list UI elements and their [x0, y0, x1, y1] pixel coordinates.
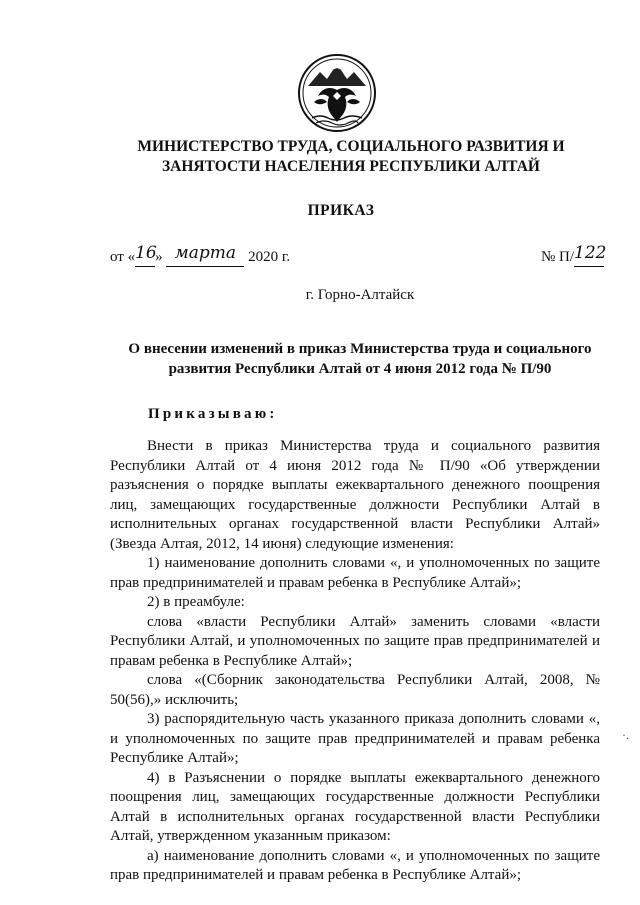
document-title: ПРИКАЗ — [307, 202, 375, 219]
order-number — [540, 243, 607, 267]
city-line: г. Горно-Алтайск — [305, 287, 415, 303]
date-prefix: от « — [110, 249, 136, 265]
paragraph: а) наименование дополнить словами «, и уполномоченных по защите прав предпринимателей и правам ребенка в Республике Алтай»; — [110, 847, 600, 883]
order-subject-line-2: развития Республики Алтай от 4 июня 2012 года № П/90 — [168, 361, 552, 377]
order-body — [110, 437, 600, 886]
date-day-handwritten: 16 — [135, 243, 157, 263]
order-number-handwritten: 122 — [574, 243, 607, 263]
order-subject-line-1: О внесении изменений в приказ Министерства труда и социального — [128, 341, 592, 357]
date-quote-close: » — [155, 249, 163, 265]
date-number-row — [110, 243, 607, 270]
paragraph: 2) в преамбуле: — [147, 594, 245, 610]
date-year: 2020 г. — [248, 249, 291, 265]
ministry-header — [60, 137, 640, 177]
date-month-handwritten: марта — [174, 243, 237, 263]
order-date — [110, 243, 291, 267]
scan-speck: ·. — [622, 728, 629, 742]
order-subject — [100, 339, 620, 379]
paragraph: 1) наименование дополнить словами «, и уполномоченных по защите прав предпринимателей и правам ребенка в Республике Алтай»; — [110, 555, 600, 591]
coat-of-arms-emblem — [296, 52, 378, 134]
paragraph: Внести в приказ Министерства труда и социального развития Республики Алтай от 4 июня 2012 года № П/90 «Об утверждении разъяснения о порядке выплаты ежеквартального денежного поощрения лиц, замещающих государственные должности Республики Алтай в исполнительных органах государственной власти Республики Алтай» (Звезда Алтая, 2012, 14 июня) следующие изменения: — [110, 438, 600, 552]
paragraph: 4) в Разъяснении о порядке выплаты ежеквартального денежного поощрения лиц, замещающих государственные должности Республики Алтай в исполнительных органах государственной власти Республики Алтай, утвержденном указанным приказом: — [110, 769, 600, 844]
order-number-prefix: № П/ — [540, 249, 574, 265]
ministry-header-line-1: МИНИСТЕРСТВО ТРУДА, СОЦИАЛЬНОГО РАЗВИТИЯ И — [137, 138, 565, 155]
paragraph: 3) распорядительную часть указанного приказа дополнить словами «, и уполномоченных по защите прав предпринимателей и правам ребенка Республике Алтай»; — [110, 711, 600, 766]
order-word: Приказываю: — [148, 406, 278, 422]
paragraph: слова «власти Республики Алтай» заменить словами «власти Республики Алтай, и уполномоченных по защите прав предпринимателей и правам ребенка в Республике Алтай»; — [110, 613, 600, 669]
ministry-header-line-2: ЗАНЯТОСТИ НАСЕЛЕНИЯ РЕСПУБЛИКИ АЛТАЙ — [162, 158, 540, 175]
paragraph: слова «(Сборник законодательства Республики Алтай, 2008, № 50(56),» исключить; — [110, 672, 600, 708]
